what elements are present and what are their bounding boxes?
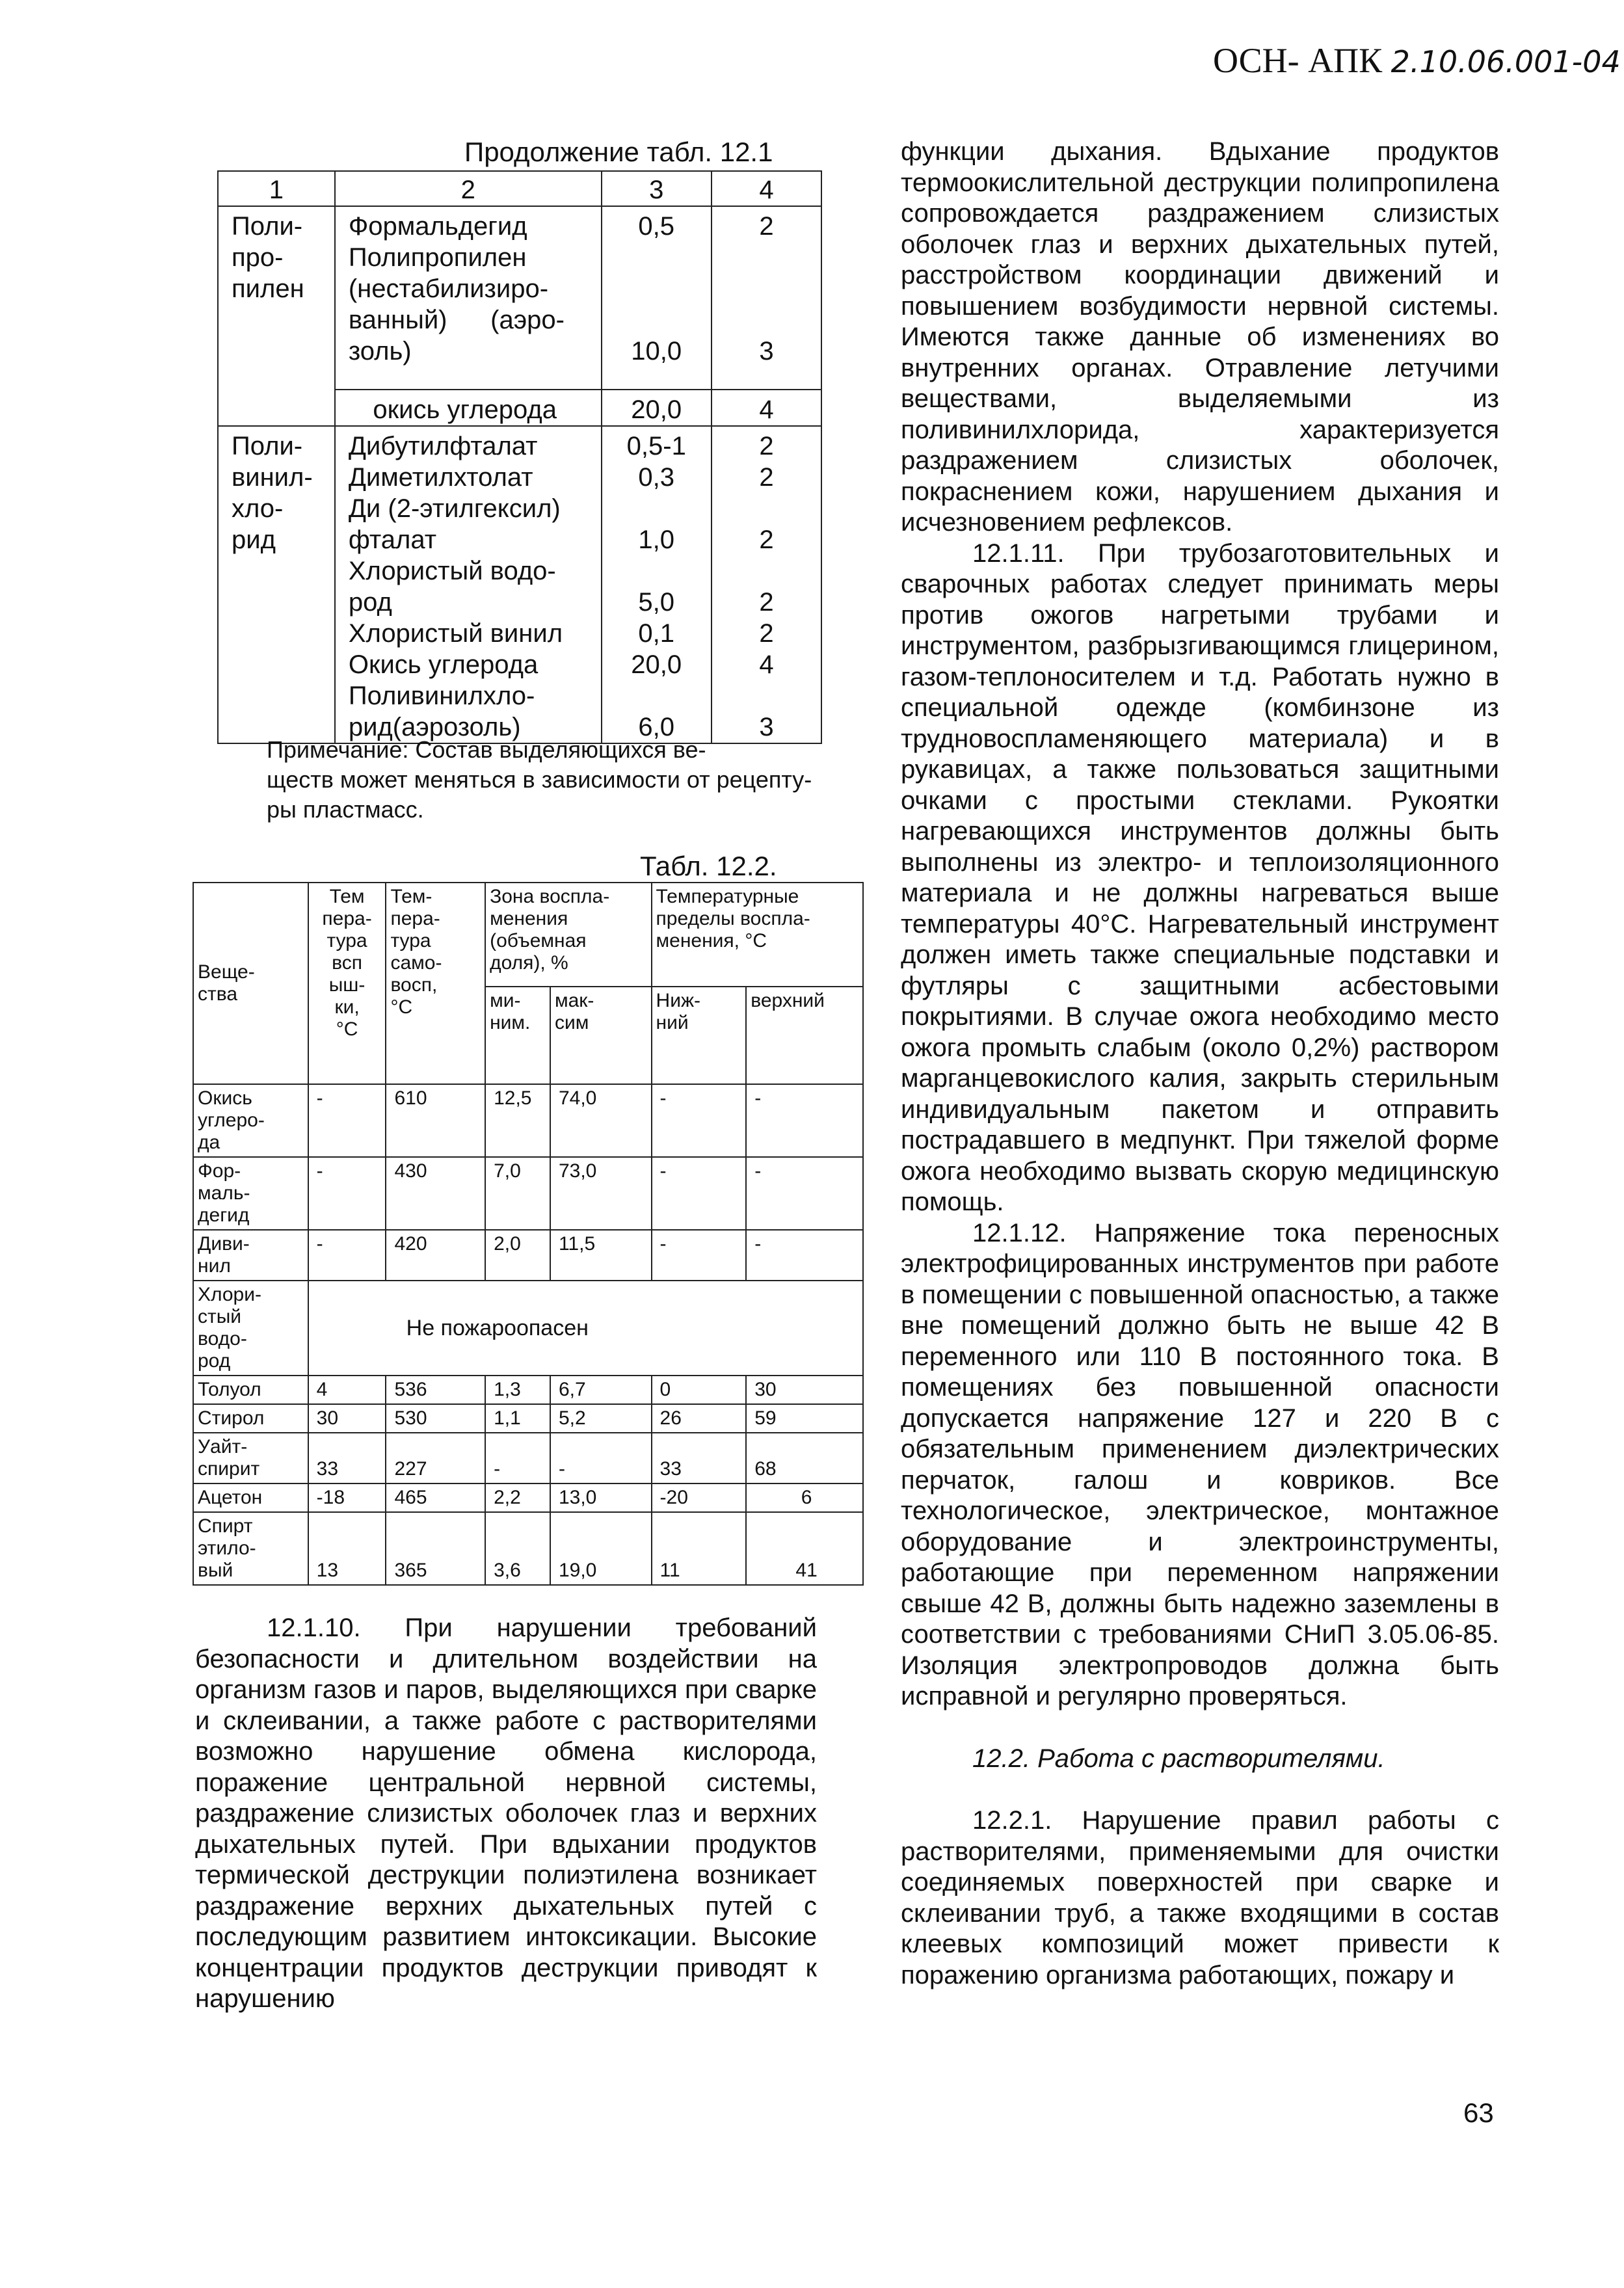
substance-cell: Формальдегид Полипропилен (нестабилизиро- ванный) (аэро- золь) (335, 206, 602, 390)
substance-cell: Уайт- спирит (193, 1433, 308, 1483)
table-row (193, 1157, 863, 1230)
substance-cell: Хлори- стый водо- род (193, 1281, 308, 1376)
header-cell: Тем пера- тура всп ыш- ки, °С (308, 883, 386, 1084)
value-cell: 59 (746, 1404, 863, 1433)
value-cell: 6,7 (550, 1376, 652, 1404)
table-header-row (193, 883, 863, 987)
value-cell: 33 (652, 1433, 747, 1483)
table-row (193, 1376, 863, 1404)
section-heading: 12.2. Работа с растворителями. (972, 1744, 1385, 1773)
value-cell: 1,1 (485, 1404, 550, 1433)
value-cell: 0,5-1 0,3 1,0 5,0 0,1 20,0 6,0 (602, 426, 712, 743)
header-cell: Температурные пределы воспла- менения, °С (652, 883, 863, 987)
header-cell: верхний (746, 987, 863, 1084)
value-cell: - (308, 1084, 386, 1157)
value-cell: 2,0 (485, 1230, 550, 1281)
value-cell: - (652, 1157, 747, 1230)
value-cell: 73,0 (550, 1157, 652, 1230)
header-cell: Веще- ства (193, 883, 308, 1084)
substance-cell: Ацетон (193, 1483, 308, 1512)
paragraph-12-1-10: 12.1.10. При нарушении требований безопасности и длительном воздействии на организм газов и паров, выделяющихся при сварке и склеивании, а также работе с растворителями возможно нарушение обмена кислорода, поражение центральной нервной системы, раздражение слизистых оболочек глаз и верхних дыхательных путей. При вдыхании продуктов термической деструкции полиэтилена возникает раздражение верхних дыхательных путей с последующим развитием интоксикации. Высокие концентрации продуктов деструкции приводят к нарушению (195, 1614, 817, 2013)
substance-cell: Толуол (193, 1376, 308, 1404)
right-column-text (901, 137, 1499, 1991)
document-code-handwritten: 2.10.06.001-04 (1391, 44, 1621, 79)
value-cell: 465 (386, 1483, 485, 1512)
header-cell: 3 (602, 171, 712, 206)
header-cell: 1 (218, 171, 335, 206)
header-cell: Ниж- ний (652, 987, 747, 1084)
value-cell: 41 (746, 1512, 863, 1585)
value-cell: 12,5 (485, 1084, 550, 1157)
value-cell: 26 (652, 1404, 747, 1433)
value-cell: - (746, 1084, 863, 1157)
value-cell: -18 (308, 1483, 386, 1512)
value-cell: 227 (386, 1433, 485, 1483)
value-cell: 610 (386, 1084, 485, 1157)
material-cell: Поли- винил- хло- рид (218, 426, 335, 743)
table-12-1 (217, 170, 822, 744)
value-cell: - (308, 1157, 386, 1230)
value-cell: -20 (652, 1483, 747, 1512)
value-cell: 2 3 (712, 206, 821, 390)
value-cell: - (746, 1230, 863, 1281)
table-row (218, 206, 821, 390)
value-cell: 6 (746, 1483, 863, 1512)
value-cell: 30 (746, 1376, 863, 1404)
value-cell: - (652, 1084, 747, 1157)
page-number: 63 (1463, 2097, 1494, 2128)
value-cell: 74,0 (550, 1084, 652, 1157)
value-cell: 19,0 (550, 1512, 652, 1585)
header-cell: ми- ним. (485, 987, 550, 1084)
material-cell: Поли- про- пилен (218, 206, 335, 426)
substance-cell: окись углерода (335, 390, 602, 426)
value-cell: 2,2 (485, 1483, 550, 1512)
value-cell: 7,0 (485, 1157, 550, 1230)
value-cell: 530 (386, 1404, 485, 1433)
table-row (193, 1230, 863, 1281)
document-code-prefix: ОСН- АПК (1213, 41, 1383, 80)
paragraph-12-1-11: 12.1.11. При трубозаготовительных и сварочных работах следует принимать меры против ожогов нагретыми трубами и инструментом, разбрызгивающимся глицерином, газом-теплоносителем и т.д. Работать нужно в специальной одежде (комбинзоне из трудновоспламеняющего материала) и в рукавицах, а также пользоваться защитными очками с простыми стеклами. Рукоятки нагревающихся инструментов должны быть выполнены из электро- и теплоизоляционного материала и не должны нагреваться выше температуры 40°С. Нагревательный инструмент должен иметь также специальные подставки и футляры с защитными асбестовыми покрытиями. В случае ожога необходимо место ожога промыть слабым (около 0,2%) раствором марганцевокислого калия, закрыть стерильным индивидуальным пакетом и отправить пострадавшего в медпункт. При тяжелой форме ожога необходимо вызвать скорую медицинскую помощь. (901, 539, 1499, 1216)
left-column-text (195, 1613, 817, 2015)
value-cell: - (652, 1230, 747, 1281)
table-12-2 (193, 882, 864, 1586)
substance-cell: Диви- нил (193, 1230, 308, 1281)
substance-cell: Стирол (193, 1404, 308, 1433)
value-cell: 430 (386, 1157, 485, 1230)
table-row (193, 1084, 863, 1157)
value-cell: 0 (652, 1376, 747, 1404)
table-row (193, 1483, 863, 1512)
paragraph-12-1-12: 12.1.12. Напряжение тока переносных электрофицированных инструментов при работе в помещении с повышенной опасностью, а также вне помещений должно быть не выше 42 В переменного или 110 В постоянного тока. В помещениях без повышенной опасности допускается напряжение 127 и 220 В с обязательным применением диэлектрических перчаток, галош и ковриков. Все технологическое, электрическое, монтажное оборудование и электроинструменты, работающие при переменном напряжении свыше 42 В, должны быть надежно заземлены в соответствии с требованиями СНиП 3.05.06-85. Изоляция электропроводов должна быть исправной и регулярно проверяться. (901, 1218, 1499, 1710)
value-cell: 420 (386, 1230, 485, 1281)
substance-cell: Окись углеро- да (193, 1084, 308, 1157)
value-cell: 2 2 2 2 2 4 3 (712, 426, 821, 743)
table-row (193, 1281, 863, 1376)
value-cell: 33 (308, 1433, 386, 1483)
value-cell: 13 (308, 1512, 386, 1585)
value-cell: - (746, 1157, 863, 1230)
value-cell: 536 (386, 1376, 485, 1404)
value-cell: 4 (712, 390, 821, 426)
header-cell: Тем- пера- тура само- восп, °С (386, 883, 485, 1084)
header-cell: 2 (335, 171, 602, 206)
paragraph-continuation: функции дыхания. Вдыхание продуктов термоокислительной деструкции полипропилена сопровождается раздражением слизистых оболочек глаз и верхних дыхательных путей, расстройством координации движений и повышением возбудимости нервной системы. Имеются также данные об изменениях во внутренних органах. Отравление летучими веществами, выделяемыми из поливинилхлорида, характеризуется раздражением слизистых оболочек, покраснением кожи, нарушением дыхания и исчезновением рефлексов. (901, 137, 1499, 537)
value-cell: - (308, 1230, 386, 1281)
table2-caption: Табл. 12.2. (640, 851, 777, 881)
header-cell: Зона воспла- менения (объемная доля), % (485, 883, 651, 987)
substance-cell: Спирт этило- вый (193, 1512, 308, 1585)
value-cell: 30 (308, 1404, 386, 1433)
value-cell: 11,5 (550, 1230, 652, 1281)
value-cell: 1,3 (485, 1376, 550, 1404)
table-header-row (218, 171, 821, 206)
table1-caption: Продолжение табл. 12.1 (464, 137, 773, 167)
table-row (218, 426, 821, 743)
value-cell: - (485, 1433, 550, 1483)
table-row (193, 1433, 863, 1483)
value-cell: 11 (652, 1512, 747, 1585)
value-cell: 5,2 (550, 1404, 652, 1433)
value-cell: 4 (308, 1376, 386, 1404)
table-row (193, 1404, 863, 1433)
value-cell: 68 (746, 1433, 863, 1483)
table-note: Примечание: Состав выделяющихся ве- ществ может меняться в зависимости от рецепту- ры пластмасс. (267, 736, 812, 823)
value-cell: 365 (386, 1512, 485, 1585)
value-cell: 20,0 (602, 390, 712, 426)
value-cell: - (550, 1433, 652, 1483)
table-row (193, 1512, 863, 1585)
value-cell: 13,0 (550, 1483, 652, 1512)
document-code (1213, 40, 1621, 81)
substance-cell: Фор- маль- дегид (193, 1157, 308, 1230)
substance-cell: Дибутилфталат Диметилхтолат Ди (2-этилгексил) фталат Хлористый водо- род Хлористый винил Окись углерода Поливинилхло- рид(аэрозоль) (335, 426, 602, 743)
value-cell: 3,6 (485, 1512, 550, 1585)
not-flammable-cell: Не пожароопасен (308, 1281, 863, 1376)
header-cell: 4 (712, 171, 821, 206)
paragraph-12-2-1: 12.2.1. Нарушение правил работы с растворителями, применяемыми для очистки соединяемых поверхностей при сварке и склеивании труб, а также входящими в состав клеевых композиций может привести к поражению организма работающих, пожару и (901, 1806, 1499, 1989)
header-cell: мак- сим (550, 987, 652, 1084)
value-cell: 0,5 10,0 (602, 206, 712, 390)
